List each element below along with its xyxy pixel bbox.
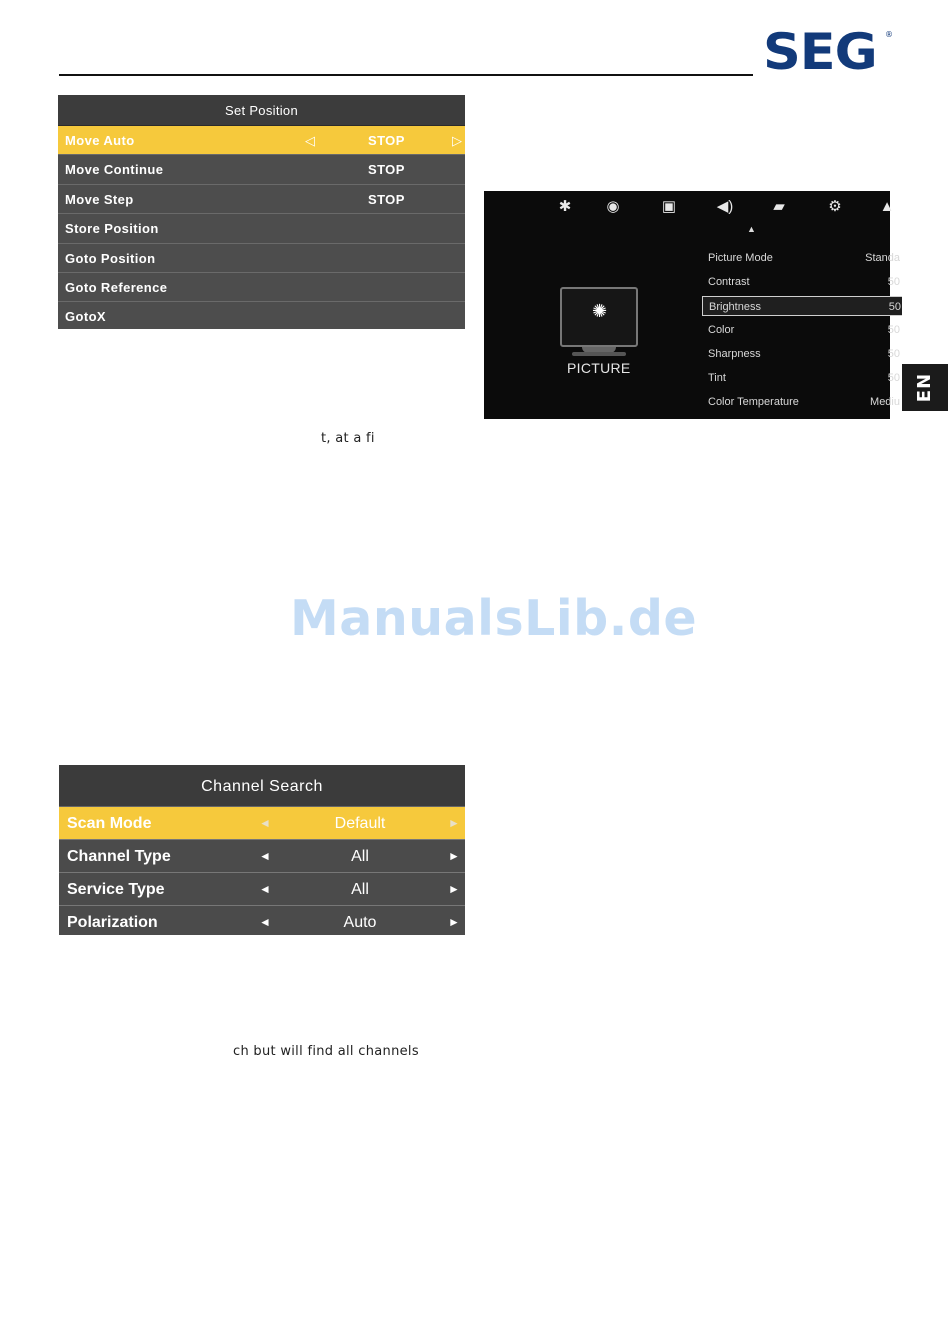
row-label: GotoX xyxy=(65,309,106,325)
option-contrast[interactable] xyxy=(702,272,902,292)
channel-icon[interactable]: ◉ xyxy=(606,198,620,215)
menu-row-service-type[interactable] xyxy=(59,873,465,906)
time-icon[interactable]: ▰ xyxy=(773,198,785,215)
menu-row-polarization[interactable] xyxy=(59,906,465,939)
language-label: EN xyxy=(914,372,936,403)
menu-row-store-position[interactable] xyxy=(58,214,465,243)
language-tab xyxy=(902,364,948,411)
arrow-right-icon[interactable]: ► xyxy=(448,915,460,929)
picture-menu-screenshot xyxy=(484,191,901,419)
category-label: PICTURE xyxy=(567,360,631,376)
option-name: Color xyxy=(708,324,735,336)
option-color[interactable] xyxy=(702,320,902,340)
row-label: Goto Reference xyxy=(65,279,168,295)
settings-icon[interactable]: ⚙ xyxy=(828,198,842,215)
brand-name: SEG xyxy=(763,23,877,81)
row-label: Move Auto xyxy=(65,133,135,148)
set-position-title: Set Position xyxy=(58,95,465,126)
option-value: Standa xyxy=(865,252,900,264)
menu-row-goto-reference[interactable] xyxy=(58,273,465,302)
picture-icon[interactable]: ▣ xyxy=(661,198,677,215)
menu-row-move-step[interactable] xyxy=(58,185,465,214)
tv-picture-icon xyxy=(560,287,638,347)
sound-icon[interactable]: ◀︎) xyxy=(716,198,734,215)
text-fragment: ch but will find all channels xyxy=(233,1044,419,1059)
option-value: 50 xyxy=(887,372,900,384)
row-label: Polarization xyxy=(67,914,158,931)
row-value: STOP xyxy=(368,133,405,148)
arrow-right-icon[interactable]: ► xyxy=(448,816,460,830)
option-name: Contrast xyxy=(708,276,750,288)
arrow-left-icon[interactable]: ◄ xyxy=(259,882,271,896)
option-value: 50 xyxy=(887,348,900,360)
channel-search-title: Channel Search xyxy=(59,765,465,807)
option-value: 50 xyxy=(888,301,901,313)
option-name: Tint xyxy=(708,372,726,384)
tv-base xyxy=(572,352,626,356)
option-picture-mode[interactable] xyxy=(702,248,902,268)
arrow-left-icon[interactable]: ◄ xyxy=(259,849,271,863)
option-value: 50 xyxy=(887,276,900,288)
row-label: Store Position xyxy=(65,221,159,237)
row-value: STOP xyxy=(368,191,405,207)
option-name: Brightness xyxy=(709,301,761,313)
brightness-icon: ✺ xyxy=(592,301,608,321)
brand-logo xyxy=(763,23,893,81)
registered-mark: ® xyxy=(885,30,893,39)
row-label: Move Continue xyxy=(65,162,164,178)
option-brightness[interactable] xyxy=(702,296,902,316)
scroll-up-icon[interactable]: ▲ xyxy=(747,224,756,234)
text-fragment: t, at a fi xyxy=(321,431,375,446)
arrow-right-icon[interactable]: ▷ xyxy=(452,133,463,148)
menu-row-scan-mode[interactable] xyxy=(59,807,465,840)
watermark: ManualsLib.de xyxy=(290,590,698,647)
menu-row-move-auto[interactable] xyxy=(58,126,465,155)
arrow-left-icon[interactable]: ◄ xyxy=(259,816,271,830)
menu-row-goto-position[interactable] xyxy=(58,244,465,273)
set-position-menu xyxy=(58,95,465,329)
row-label: Move Step xyxy=(65,191,134,207)
channel-search-menu xyxy=(59,765,465,935)
row-value: All xyxy=(351,881,369,898)
lock-icon[interactable]: ▲ xyxy=(879,197,895,215)
row-value: Default xyxy=(334,815,386,832)
menu-row-channel-type[interactable] xyxy=(59,840,465,873)
arrow-right-icon[interactable]: ► xyxy=(448,849,460,863)
row-label: Channel Type xyxy=(67,848,171,865)
arrow-left-icon[interactable]: ◄ xyxy=(259,915,271,929)
menu-icon-bar xyxy=(554,195,895,219)
option-name: Picture Mode xyxy=(708,252,773,264)
option-sharpness[interactable] xyxy=(702,344,902,364)
option-name: Color Temperature xyxy=(708,396,799,408)
option-color-temperature[interactable] xyxy=(702,392,902,412)
row-label: Scan Mode xyxy=(67,815,152,832)
header-rule xyxy=(59,74,753,76)
option-value: Mediu xyxy=(870,396,900,408)
menu-row-gotox[interactable] xyxy=(58,302,465,331)
option-value: 50 xyxy=(887,324,900,336)
row-value: Auto xyxy=(343,914,377,931)
option-tint[interactable] xyxy=(702,368,902,388)
row-label: Service Type xyxy=(67,881,165,898)
arrow-right-icon[interactable]: ► xyxy=(448,882,460,896)
row-value: All xyxy=(351,848,369,865)
source-icon[interactable]: ✱ xyxy=(558,198,572,215)
option-name: Sharpness xyxy=(708,348,761,360)
row-value: STOP xyxy=(368,162,405,178)
arrow-left-icon[interactable]: ◁ xyxy=(305,133,316,148)
menu-row-move-continue[interactable] xyxy=(58,155,465,184)
row-label: Goto Position xyxy=(65,250,156,266)
